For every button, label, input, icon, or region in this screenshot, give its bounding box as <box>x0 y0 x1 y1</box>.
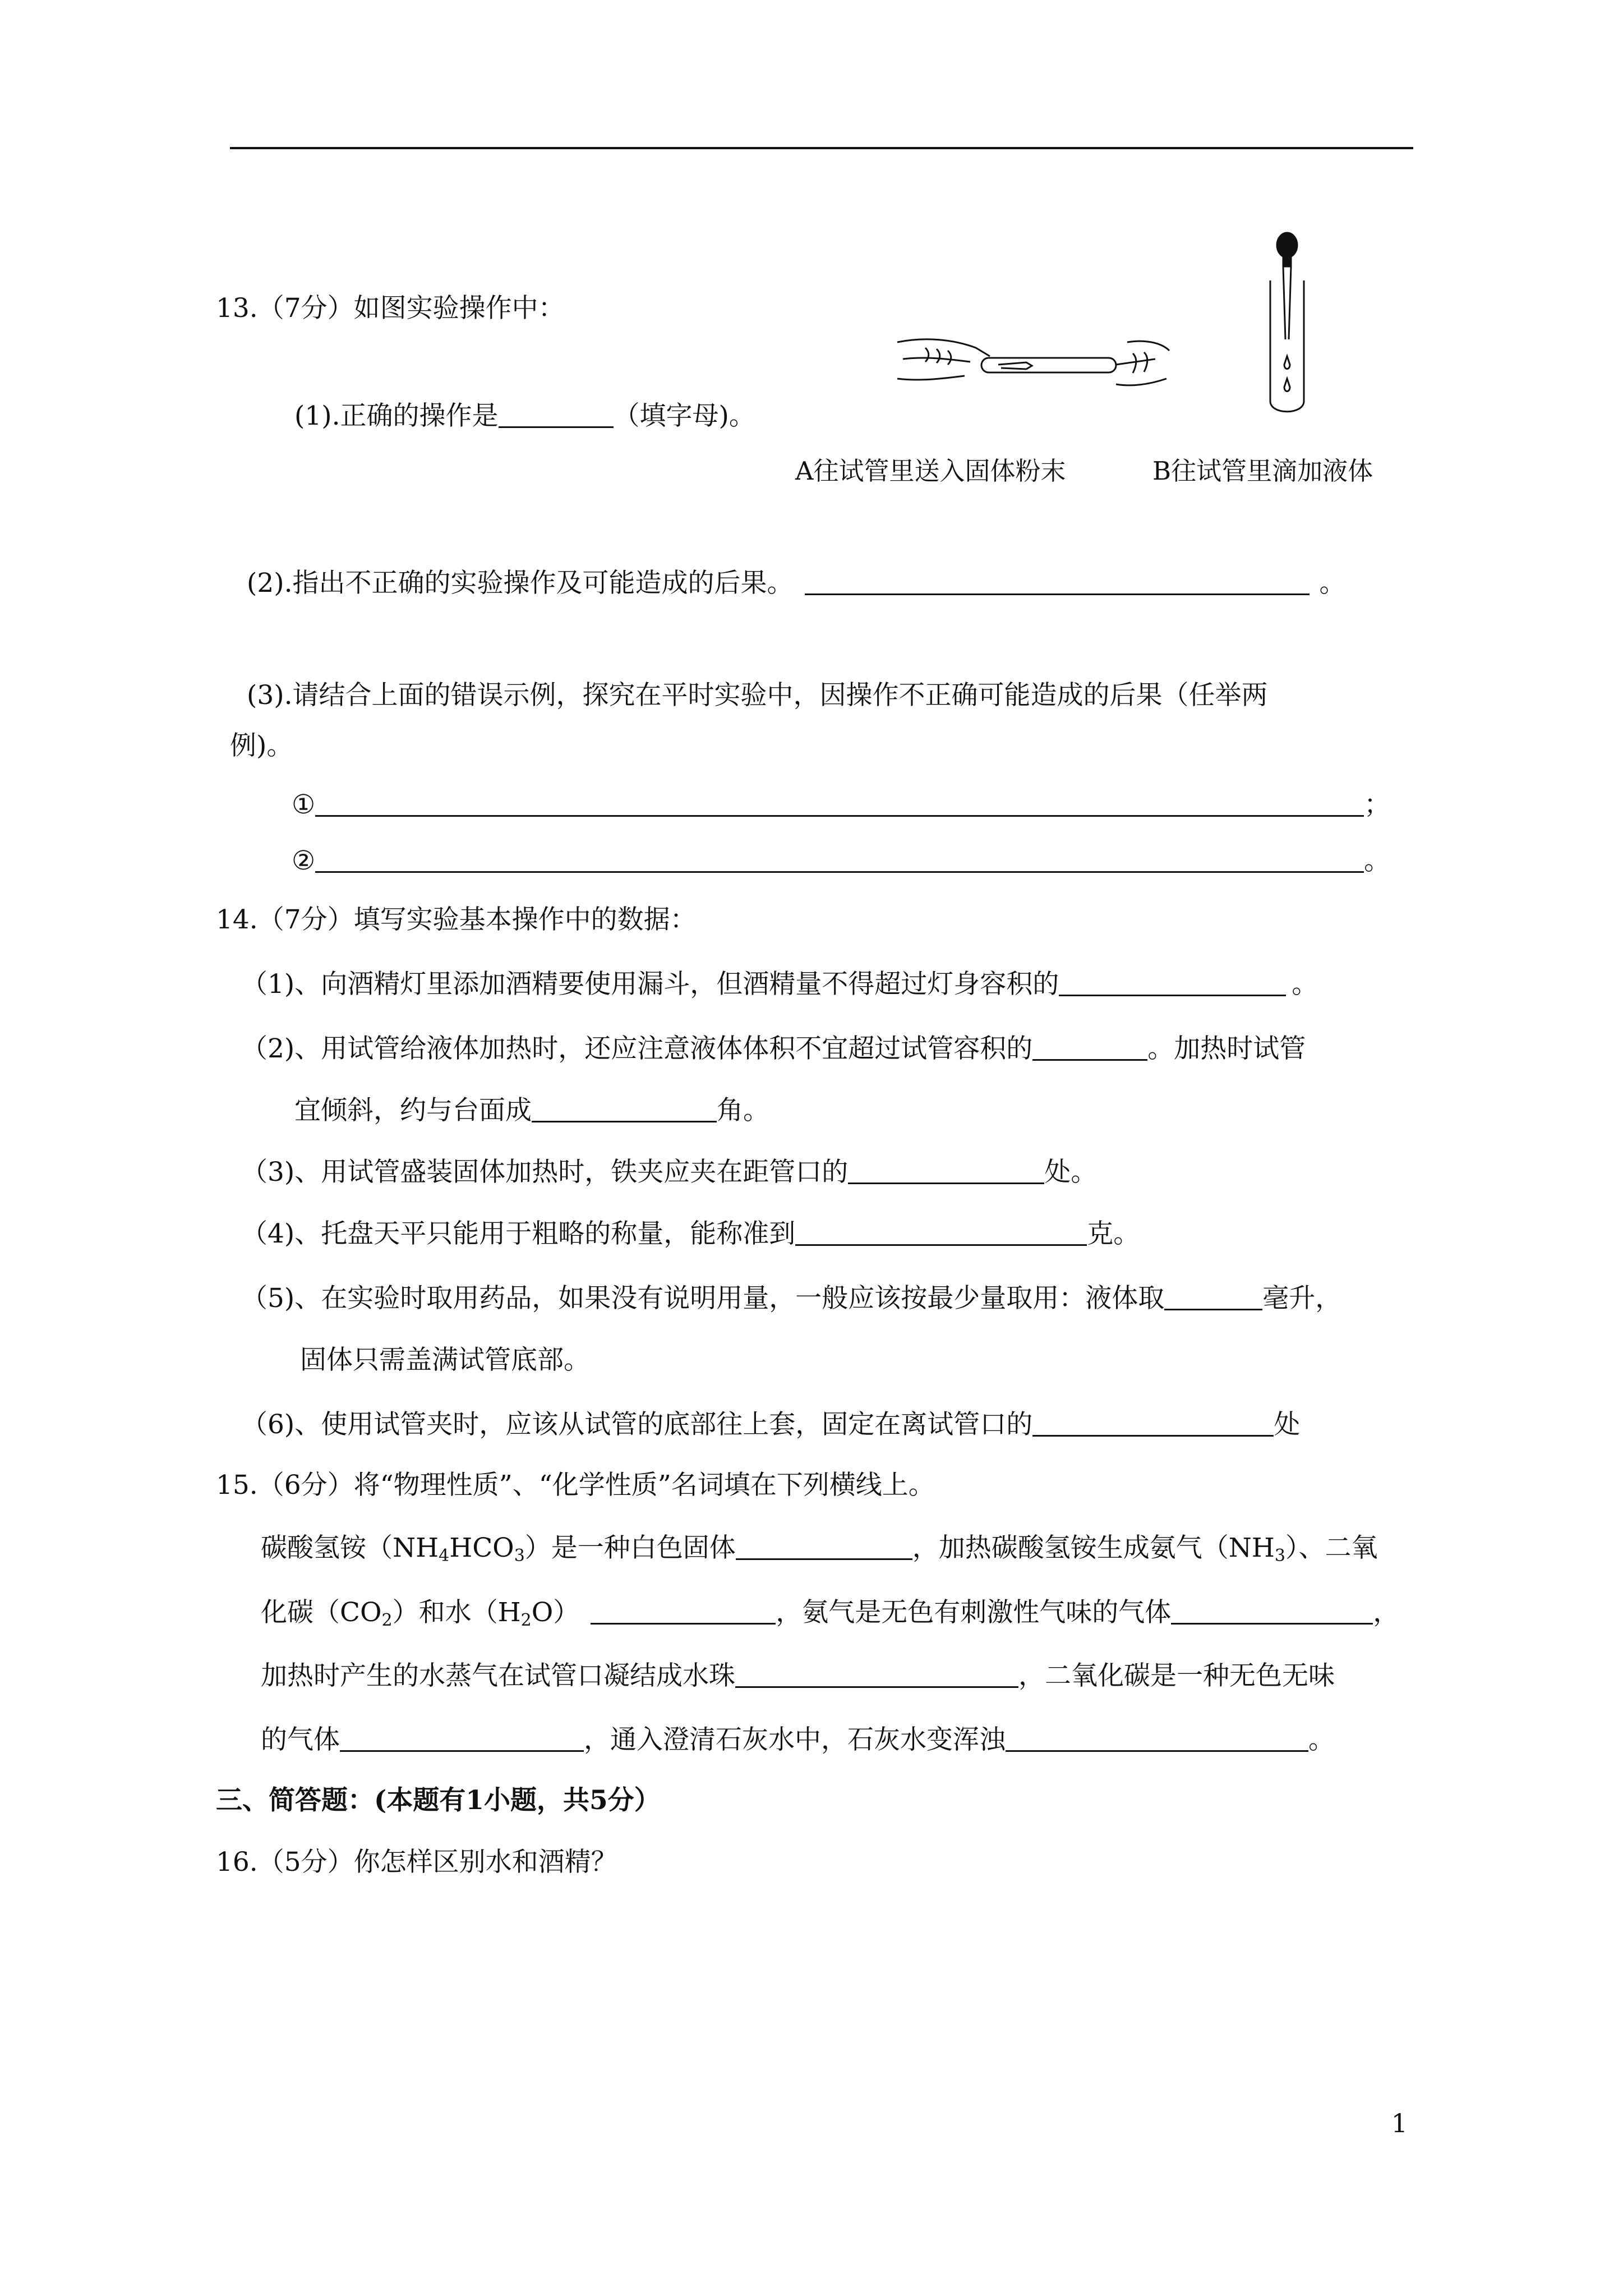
q14-item2b-end: 角。 <box>717 1095 769 1126</box>
q14-item6-end: 处 <box>1274 1409 1301 1440</box>
caption-b: B往试管里滴加液体 <box>1152 456 1373 486</box>
q15-l1-sub3: 3 <box>1274 1546 1286 1566</box>
q14-item5-blank[interactable] <box>1164 1284 1262 1310</box>
section-3-heading: 三、简答题：(本题有1小题，共5分） <box>216 1785 661 1816</box>
q15-l4-b: ，通入澄清石灰水中，石灰水变浑浊 <box>584 1724 1006 1755</box>
q15-l4-c: 。 <box>1308 1724 1335 1755</box>
q15-l1-d: ，加热碳酸氢铵生成氨气（NH <box>912 1533 1275 1563</box>
q15-l2-d: ，氨气是无色有刺激性气味的气体 <box>776 1597 1172 1628</box>
q15-line3 <box>261 1659 1335 1693</box>
q14-item1-blank[interactable] <box>1059 970 1286 996</box>
q14-title: 14.（7分）填写实验基本操作中的数据： <box>216 904 697 935</box>
q15-blank-6[interactable] <box>1006 1726 1308 1752</box>
q14-item1-text: （1)、向酒精灯里添加酒精要使用漏斗，但酒精量不得超过灯身容积的 <box>241 969 1059 1000</box>
q14-item2-end: 。加热时试管 <box>1147 1033 1306 1064</box>
q14-item2b-text: 宜倾斜，约与台面成 <box>294 1095 532 1126</box>
q14-item2-text: （2)、用试管给液体加热时，还应注意液体体积不宜超过试管容积的 <box>241 1033 1033 1064</box>
q14-item6-text: （6)、使用试管夹时，应该从试管的底部往上套，固定在离试管口的 <box>241 1409 1033 1440</box>
q14-item4-blank[interactable] <box>795 1220 1087 1246</box>
q15-l1-e: ）、二氧 <box>1285 1533 1378 1563</box>
q14-item3-blank[interactable] <box>848 1158 1044 1184</box>
q14-item3-text: （3)、用试管盛装固体加热时，铁夹应夹在距管口的 <box>241 1157 849 1188</box>
q15-blank-2[interactable] <box>591 1598 776 1625</box>
q15-line4 <box>261 1723 1335 1757</box>
q14-item4-end: 克。 <box>1087 1218 1140 1249</box>
q13-part1-suffix: （填字母)。 <box>613 401 755 431</box>
page-number: 1 <box>1391 2108 1408 2138</box>
q15-l2-b: ）和水（H <box>392 1597 521 1628</box>
q13-part2-blank[interactable] <box>805 569 1310 595</box>
header-rule <box>230 147 1413 149</box>
q13-answer-2-marker: ② <box>292 845 316 876</box>
q13-part1-blank[interactable] <box>499 402 614 428</box>
q14-item3 <box>241 1156 1097 1189</box>
q15-l2-c: O） <box>531 1597 580 1628</box>
q15-l3-b: ，二氧化碳是一种无色无味 <box>1018 1660 1335 1691</box>
q13-answer-2 <box>292 844 1390 878</box>
q13-answer-1-end: ； <box>1364 789 1391 820</box>
q13-part3-line1: (3).请结合上面的错误示例，探究在平时实验中，因操作不正确可能造成的后果（任举两 <box>247 680 1268 711</box>
q15-blank-3[interactable] <box>1171 1598 1373 1625</box>
q15-line1 <box>261 1531 1378 1565</box>
q15-l2-a: 化碳（CO <box>261 1597 382 1628</box>
q14-item2b-blank[interactable] <box>532 1096 717 1122</box>
q14-item5 <box>241 1282 1341 1315</box>
q15-l3-a: 加热时产生的水蒸气在试管口凝结成水珠 <box>261 1660 735 1691</box>
q15-l1-a: 碳酸氢铵（NH <box>261 1533 439 1563</box>
caption-a: A往试管里送入固体粉末 <box>795 456 1066 486</box>
q13-part1 <box>294 399 755 433</box>
q14-item2b <box>294 1094 769 1128</box>
q14-item4-text: （4)、托盘天平只能用于粗略的称量，能称准到 <box>241 1218 796 1249</box>
q13-answer-1-blank[interactable] <box>315 790 1364 817</box>
q15-l2-e: ， <box>1373 1597 1400 1628</box>
q13-title: 13.（7分）如图实验操作中： <box>216 293 565 324</box>
q15-l4-a: 的气体 <box>261 1724 340 1755</box>
q14-item2-blank[interactable] <box>1032 1034 1147 1061</box>
q14-item5-end: 毫升， <box>1262 1283 1342 1314</box>
q13-answer-2-end: 。 <box>1364 845 1391 876</box>
q13-answer-1-marker: ① <box>292 789 316 820</box>
q13-part2 <box>247 567 1346 600</box>
q13-answer-2-blank[interactable] <box>315 846 1364 873</box>
q15-blank-4[interactable] <box>735 1662 1018 1688</box>
q16-title: 16.（5分）你怎样区别水和酒精？ <box>216 1847 617 1878</box>
q13-part2-text: (2).指出不正确的实验操作及可能造成的后果。 <box>247 568 794 599</box>
q15-blank-5[interactable] <box>340 1726 584 1752</box>
q14-item2 <box>241 1032 1306 1066</box>
q14-item6-blank[interactable] <box>1032 1410 1274 1437</box>
q15-l2-sub2: 2 <box>520 1611 532 1630</box>
q15-line2 <box>261 1596 1399 1630</box>
q14-item4 <box>241 1217 1140 1251</box>
q15-l1-sub1: 4 <box>439 1546 450 1566</box>
q15-l1-b: HCO <box>449 1533 514 1563</box>
q15-l1-c: ）是一种白色固体 <box>524 1533 736 1563</box>
q15-l2-sub1: 2 <box>381 1611 393 1630</box>
q15-title: 15.（6分）将“物理性质”、“化学性质”名词填在下列横线上。 <box>216 1470 935 1501</box>
q14-item3-end: 处。 <box>1044 1157 1098 1188</box>
q14-item6 <box>241 1408 1300 1442</box>
q13-part3-line2: 例)。 <box>230 730 293 761</box>
q14-item5-text: （5)、在实验时取用药品，如果没有说明用量，一般应该按最少量取用：液体取 <box>241 1283 1165 1314</box>
q13-answer-1 <box>292 788 1390 822</box>
q14-item1 <box>241 968 1318 1001</box>
q14-item5b: 固体只需盖满试管底部。 <box>300 1345 590 1375</box>
q15-l1-sub2: 3 <box>514 1546 525 1566</box>
figure-b-dropper-illustration <box>1256 227 1318 418</box>
q14-item1-end: 。 <box>1292 969 1318 1000</box>
q13-part2-suffix: 。 <box>1319 568 1346 599</box>
q15-blank-1[interactable] <box>736 1534 912 1560</box>
q13-part1-text: (1).正确的操作是 <box>294 401 499 431</box>
figure-a-powder-illustration <box>892 325 1172 409</box>
